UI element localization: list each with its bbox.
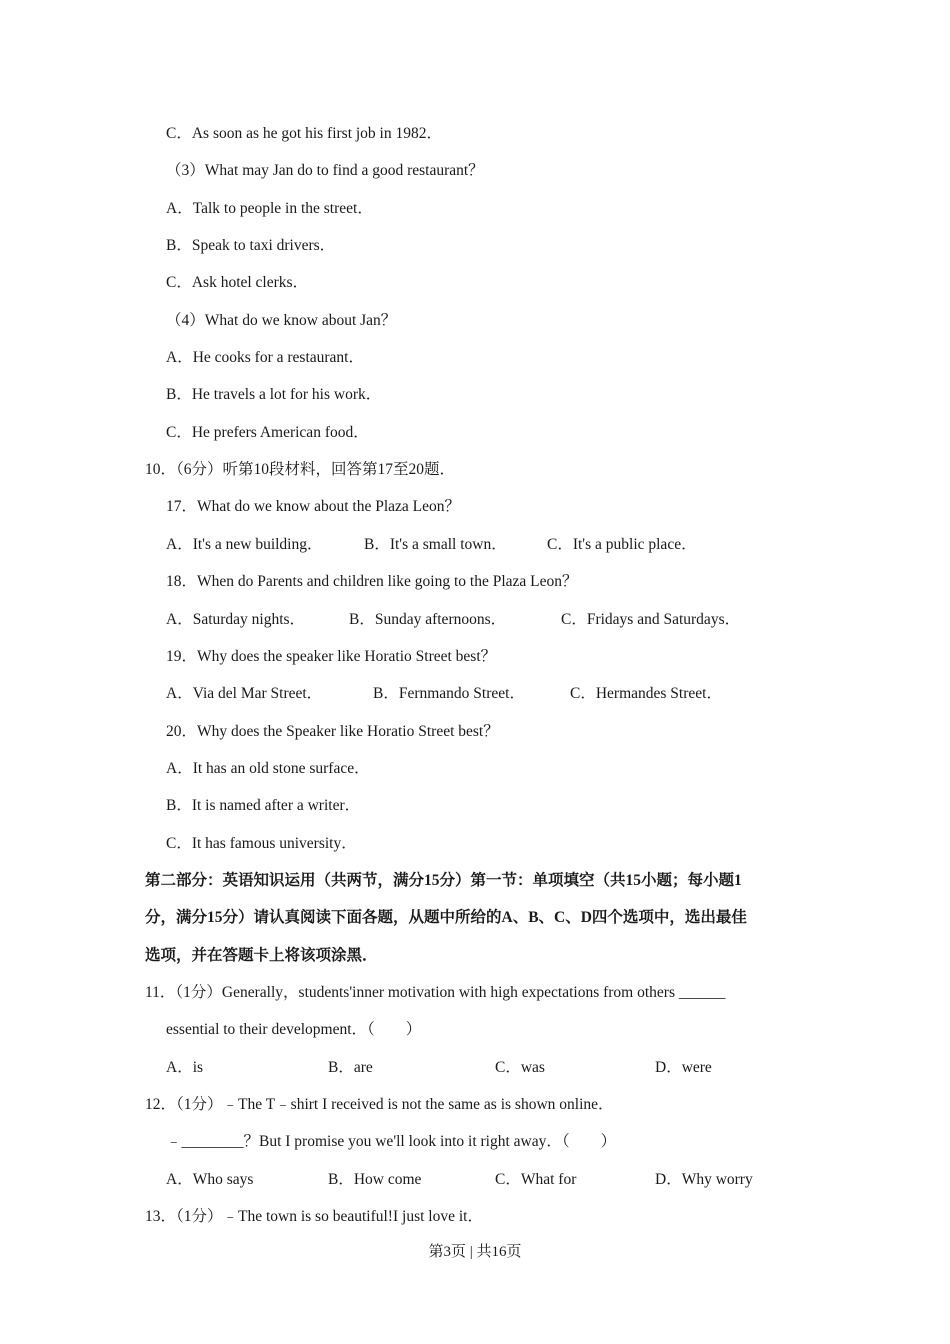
q11-option-c: C．was bbox=[495, 1059, 545, 1076]
q19-option-b: B．Fernmando Street． bbox=[373, 685, 525, 702]
part2-heading-line1: 第二部分：英语知识运用（共两节，满分15分）第一节：单项填空（共15小题；每小题1 bbox=[145, 872, 742, 889]
q11-option-d: D．were bbox=[655, 1059, 712, 1076]
q9-sub3-option-a: A．Talk to people in the street． bbox=[166, 200, 373, 217]
q20-option-c: C．It has famous university． bbox=[166, 835, 357, 852]
q17-question: 17．What do we know about the Plaza Leon？ bbox=[166, 498, 460, 515]
q11-option-a: A．is bbox=[166, 1059, 204, 1076]
q9-sub3-option-c: C．Ask hotel clerks． bbox=[166, 274, 309, 291]
q19-question: 19．Why does the speaker like Horatio Street best？ bbox=[166, 648, 497, 665]
q19-option-c: C．Hermandes Street． bbox=[570, 685, 722, 702]
q9-sub4-option-c: C．He prefers American food． bbox=[166, 424, 369, 441]
q20-option-a: A．It has an old stone surface． bbox=[166, 760, 370, 777]
q13-line1: 13．（1分）﹣The town is so beautiful!I just love it． bbox=[145, 1208, 483, 1225]
q11-line1: 11．（1分）Generally，students'inner motivation with high expectations from others ______ bbox=[145, 984, 726, 1001]
q11-option-b: B．are bbox=[328, 1059, 373, 1076]
q17-option-b: B．It's a small town． bbox=[364, 536, 507, 553]
q18-option-c: C．Fridays and Saturdays． bbox=[561, 611, 741, 628]
q11-line2: essential to their development．（ ） bbox=[166, 1021, 422, 1038]
part2-heading-line3: 选项，并在答题卡上将该项涂黑． bbox=[145, 947, 378, 964]
q20-question: 20．Why does the Speaker like Horatio Street best？ bbox=[166, 723, 499, 740]
q12-option-d: D．Why worry bbox=[655, 1171, 753, 1188]
q19-option-a: A．Via del Mar Street． bbox=[166, 685, 323, 702]
q9-sub4-option-b: B．He travels a lot for his work． bbox=[166, 386, 382, 403]
q18-option-a: A．Saturday nights． bbox=[166, 611, 306, 628]
q17-option-a: A．It's a new building． bbox=[166, 536, 323, 553]
page-footer: 第3页 | 共16页 bbox=[428, 1244, 522, 1260]
q20-option-b: B．It is named after a writer． bbox=[166, 797, 361, 814]
q10-header: 10．（6分）听第10段材料，回答第17至20题． bbox=[145, 461, 456, 478]
q17-option-c: C．It's a public place． bbox=[547, 536, 697, 553]
q9-sub4-option-a: A．He cooks for a restaurant． bbox=[166, 349, 364, 366]
q9-sub3-question: （3）What may Jan do to find a good restaurant？ bbox=[166, 162, 484, 179]
q9-option-c: C．As soon as he got his first job in 1982． bbox=[166, 125, 442, 142]
q18-option-b: B．Sunday afternoons． bbox=[349, 611, 507, 628]
q12-line1: 12．（1分）﹣The T﹣shirt I received is not the same as is shown online． bbox=[145, 1096, 614, 1113]
part2-heading-line2: 分，满分15分）请认真阅读下面各题，从题中所给的A、B、C、D四个选项中，选出最佳 bbox=[145, 909, 747, 926]
q12-option-a: A．Who says bbox=[166, 1171, 254, 1188]
q12-line2: ﹣________？But I promise you we'll look into it right away．（ ） bbox=[166, 1133, 617, 1150]
q12-option-c: C．What for bbox=[495, 1171, 577, 1188]
q12-option-b: B．How come bbox=[328, 1171, 422, 1188]
q18-question: 18．When do Parents and children like going to the Plaza Leon？ bbox=[166, 573, 578, 590]
q9-sub3-option-b: B．Speak to taxi drivers． bbox=[166, 237, 336, 254]
q9-sub4-question: （4）What do we know about Jan？ bbox=[166, 312, 397, 329]
